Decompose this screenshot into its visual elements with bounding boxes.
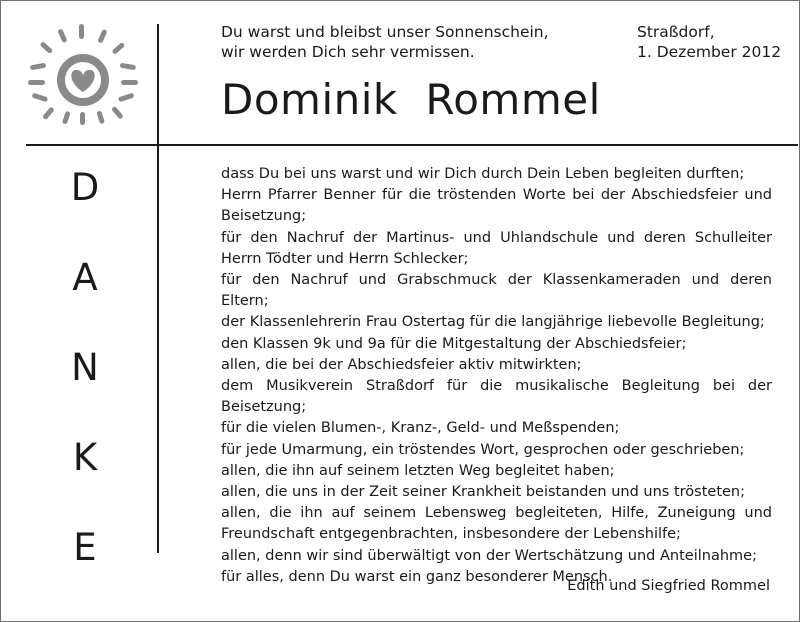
thanks-item: für den Nachruf der Martinus- und Uhlandschule und deren Schulleiter Herrn Tödter und Herrn Schlecker;: [221, 229, 772, 267]
horizontal-divider: [26, 144, 798, 146]
thanks-item: für alles, denn Du warst ein ganz besonderer Mensch.: [221, 568, 613, 585]
thanks-item: allen, die uns in der Zeit seiner Krankheit beistanden und uns trösteten;: [221, 484, 746, 501]
thanks-item: allen, die bei der Abschiedsfeier aktiv mitwirkten;: [221, 356, 582, 373]
sun-heart-icon: [24, 22, 142, 126]
date: 1. Dezember 2012: [637, 43, 782, 61]
thanks-item: dass Du bei uns warst und wir Dich durch Dein Leben begleiten durften;: [221, 166, 745, 182]
thanks-item: allen, denn wir sind überwältigt von der Wertschätzung und Anteilnahme;: [221, 547, 757, 564]
danke-letters: [40, 160, 130, 610]
thanks-item: allen, die ihn auf seinem Lebensweg begleiteten, Hilfe, Zuneigung und Freundschaft entgegenbrachten, insbesondere der Lebenshilfe;: [221, 505, 772, 543]
place-date: [637, 22, 781, 62]
thanks-item: für die vielen Blumen-, Kranz-, Geld- und Meßspenden;: [221, 420, 620, 437]
thanks-item: für jede Umarmung, ein tröstendes Wort, gesprochen oder geschrieben;: [221, 441, 745, 458]
danke-letter: N: [71, 346, 99, 389]
danke-letter: D: [70, 166, 100, 209]
motto-line-2: wir werden Dich sehr vermissen.: [221, 43, 475, 61]
thanks-item: Herrn Pfarrer Benner für die tröstenden Worte bei der Abschiedsfeier und Beisetzung;: [221, 187, 772, 225]
thanks-item: der Klassenlehrerin Frau Ostertag für die langjährige liebevolle Begleitung;: [221, 314, 765, 331]
thanks-item: dem Musikverein Straßdorf für die musikalische Begleitung bei der Beisetzung;: [221, 378, 772, 416]
deceased-name: Dominik Rommel: [221, 75, 601, 124]
danke-letter: K: [72, 436, 98, 479]
motto: [221, 22, 549, 62]
signature: Edith und Siegfried Rommel: [567, 578, 770, 594]
thanks-item: allen, die ihn auf seinem letzten Weg begleitet haben;: [221, 462, 615, 479]
thanks-item: für den Nachruf und Grabschmuck der Klassenkameraden und deren Eltern;: [221, 272, 772, 310]
place: Straßdorf,: [637, 23, 715, 41]
motto-line-1: Du warst und bleibst unser Sonnenschein,: [221, 23, 549, 41]
danke-letter: A: [72, 256, 98, 299]
thanks-item: den Klassen 9k und 9a für die Mitgestaltung der Abschiedsfeier;: [221, 335, 687, 352]
thanks-list: [221, 164, 772, 588]
danke-letter: E: [73, 526, 97, 569]
vertical-divider: [157, 24, 159, 553]
